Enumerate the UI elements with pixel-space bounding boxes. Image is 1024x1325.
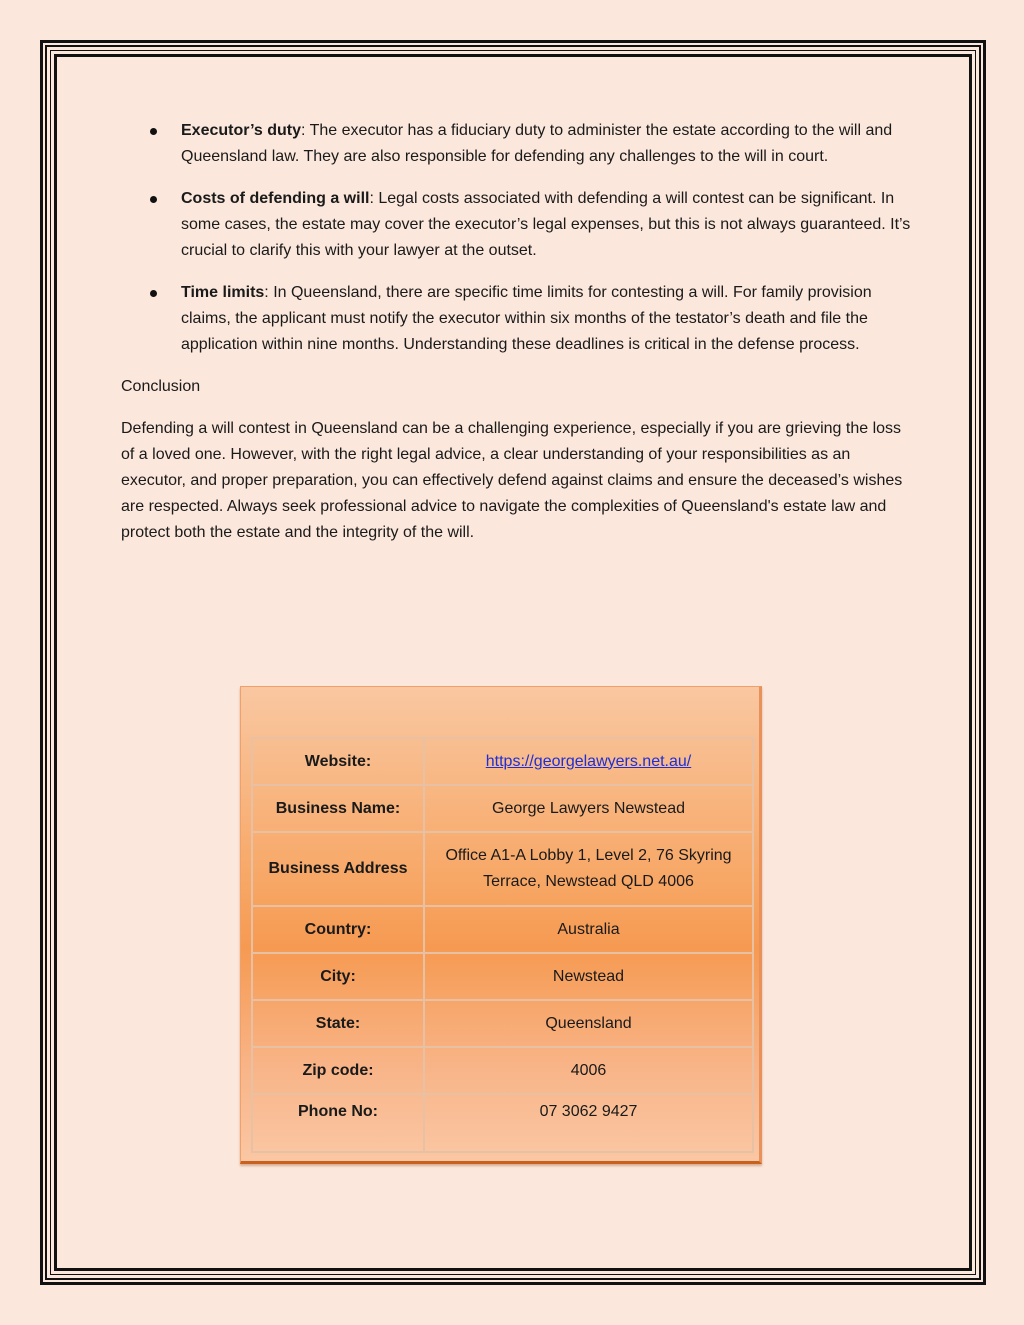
list-item	[121, 280, 911, 358]
table-row-country	[252, 906, 753, 953]
table-row-state	[252, 1000, 753, 1047]
list-item	[121, 118, 911, 170]
zip-value: 4006	[424, 1047, 753, 1094]
bullet-term: Costs of defending a will	[181, 190, 370, 207]
bullet-icon	[150, 290, 157, 297]
business-name-value: George Lawyers Newstead	[424, 785, 753, 832]
city-label: City:	[252, 953, 424, 1000]
business-name-label: Business Name:	[252, 785, 424, 832]
bullet-term: Executor’s duty	[181, 122, 302, 139]
state-value: Queensland	[424, 1000, 753, 1047]
business-address-label: Business Address	[252, 832, 424, 906]
conclusion-paragraph: Defending a will contest in Queensland can be a challenging experience, especially if you are grieving the loss of a loved one. However, with the right legal advice, a clear understanding of your responsibilities as an executor, and proper preparation, you can effectively defend against claims and ensure the deceased’s wishes are respected. Always seek professional advice to navigate the complexities of Queensland's estate law and protect both the estate and the integrity of the will.	[121, 420, 903, 541]
city-value: Newstead	[424, 953, 753, 1000]
phone-value: 07 3062 9427	[424, 1094, 753, 1152]
table-row-zip	[252, 1047, 753, 1094]
table-row-business-name	[252, 785, 753, 832]
country-value: Australia	[424, 906, 753, 953]
business-info-card	[240, 686, 762, 1164]
bullet-text: : The executor has a fiduciary duty to administer the estate according to the will and Queensland law. They are also responsible for defending any challenges to the will in court.	[181, 122, 893, 165]
country-label: Country:	[252, 906, 424, 953]
bullet-icon	[150, 196, 157, 203]
website-cell	[424, 738, 753, 785]
table-row-business-address	[252, 832, 753, 906]
phone-label: Phone No:	[252, 1094, 424, 1152]
table-row-city	[252, 953, 753, 1000]
website-label: Website:	[252, 738, 424, 785]
bullet-term: Time limits	[181, 284, 265, 301]
business-address-value: Office A1-A Lobby 1, Level 2, 76 Skyring Terrace, Newstead QLD 4006	[424, 832, 753, 906]
table-row-website	[252, 738, 753, 785]
bullet-text: : In Queensland, there are specific time limits for contesting a will. For family provision claims, the applicant must notify the executor within six months of the testator’s death and file the application within nine months. Understanding these deadlines is critical in the defense process.	[181, 284, 872, 353]
document-body	[121, 118, 911, 546]
website-link[interactable]: https://georgelawyers.net.au/	[485, 752, 692, 770]
bullet-text: : Legal costs associated with defending a will contest can be significant. In some cases, the estate may cover the executor’s legal expenses, but this is not always guaranteed. It’s crucial to clarify this with your lawyer at the outset.	[181, 190, 911, 259]
conclusion-heading: Conclusion	[121, 378, 201, 395]
business-info-table	[251, 737, 754, 1153]
bullet-list	[121, 118, 911, 358]
zip-label: Zip code:	[252, 1047, 424, 1094]
bullet-icon	[150, 128, 157, 135]
list-item	[121, 186, 911, 264]
table-row-phone	[252, 1094, 753, 1152]
state-label: State:	[252, 1000, 424, 1047]
